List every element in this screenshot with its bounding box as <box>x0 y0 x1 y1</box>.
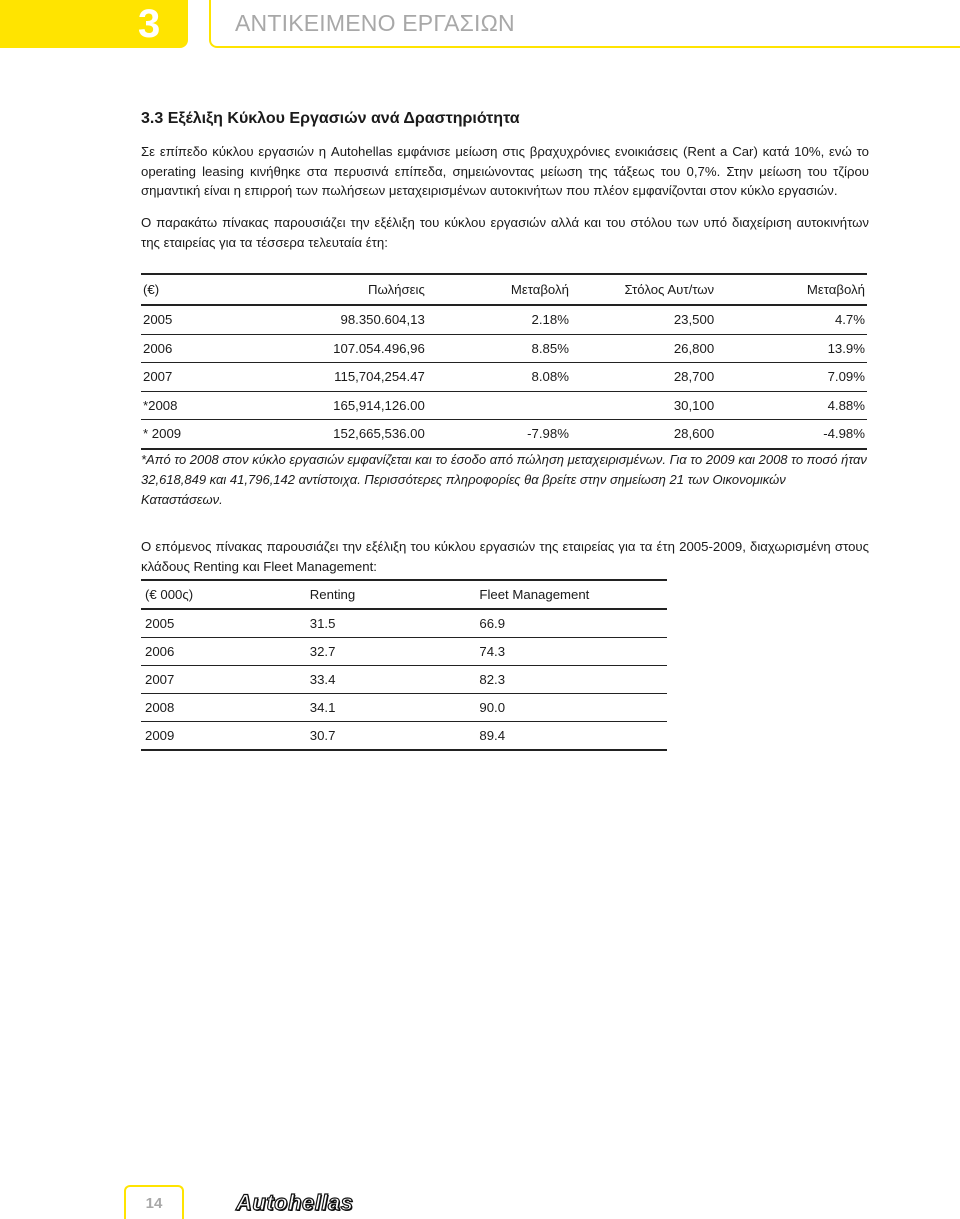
table-cell: 4.7% <box>716 305 867 334</box>
table-row <box>141 666 667 694</box>
chapter-title-box <box>209 0 960 48</box>
table-cell: 7.09% <box>716 363 867 392</box>
table-cell: 2006 <box>141 334 304 363</box>
table1-footnote: *Από το 2008 στον κύκλο εργασιών εμφανίζεται και το έσοδο από πώληση μεταχειρισμένων. Για το 2009 και 2008 το ποσό ήταν 32,618,849 και 41,796,142 αντίστοιχα. Περισσότερες πληροφορίες θα βρείτε στην σημείωση 21 των Οικονομικών Καταστάσεων. <box>141 452 867 507</box>
table-cell: 4.88% <box>716 391 867 420</box>
table-cell: *2008 <box>141 391 304 420</box>
table-row <box>141 609 667 638</box>
table1-intro-paragraph: Ο παρακάτω πίνακας παρουσιάζει την εξέλιξη του κύκλου εργασιών αλλά και του στόλου των υπό διαχείριση αυτοκινήτων της εταιρείας για τα τέσσερα τελευταία έτη: <box>141 215 869 250</box>
table2-intro-paragraph: Ο επόμενος πίνακας παρουσιάζει την εξέλιξη του κύκλου εργασιών της εταιρείας για τα έτη 2005-2009, διαχωρισμένη στους κλάδους Renting και Fleet Management: <box>141 539 869 574</box>
table-cell: 107.054.496,96 <box>304 334 427 363</box>
table-row <box>141 334 867 363</box>
column-header: Fleet Management <box>475 580 667 609</box>
sales-fleet-table <box>141 273 867 450</box>
column-header: (€ 000ς) <box>141 580 306 609</box>
renting-fleet-table <box>141 579 667 751</box>
table-cell: 82.3 <box>475 666 667 694</box>
table-cell: 2008 <box>141 694 306 722</box>
table-cell: 90.0 <box>475 694 667 722</box>
column-header: Μεταβολή <box>716 274 867 305</box>
table-cell: 152,665,536.00 <box>304 420 427 449</box>
table-cell: 2006 <box>141 638 306 666</box>
table-cell: 8.85% <box>427 334 571 363</box>
page-number-box <box>124 1185 184 1219</box>
table-cell: 32.7 <box>306 638 476 666</box>
chapter-title: ΑΝΤΙΚΕΙΜΕΝΟ ΕΡΓΑΣΙΩΝ <box>235 9 515 36</box>
table-cell: 2005 <box>141 305 304 334</box>
table-cell: 30,100 <box>571 391 716 420</box>
table-cell: 2009 <box>141 722 306 751</box>
column-header: Renting <box>306 580 476 609</box>
table-cell: * 2009 <box>141 420 304 449</box>
autohellas-logo: Autohellas <box>236 1190 354 1215</box>
table-cell: 33.4 <box>306 666 476 694</box>
table-cell: -4.98% <box>716 420 867 449</box>
table-cell <box>427 391 571 420</box>
table-cell: 34.1 <box>306 694 476 722</box>
table-row <box>141 391 867 420</box>
table-cell: 98.350.604,13 <box>304 305 427 334</box>
column-header: Μεταβολή <box>427 274 571 305</box>
intro-paragraph: Σε επίπεδο κύκλου εργασιών η Autohellas εμφάνισε μείωση στις βραχυχρόνιες ενοικιάσεις (Rent a Car) κατά 10%, ενώ το operating leasing κινήθηκε στα περυσινά επίπεδα, σημειώνοντας μείωση της τάξεως του 0,7%. Στην μείωση του τζίρου σημαντική είναι η επιρροή των πωλήσεων μεταχειρισμένων αυτοκινήτων που πλέον εμφανίζονται στον κύκλο εργασιών. <box>141 144 869 198</box>
table-cell: 2007 <box>141 666 306 694</box>
table-cell: 31.5 <box>306 609 476 638</box>
table-cell: 30.7 <box>306 722 476 751</box>
table-cell: 28,600 <box>571 420 716 449</box>
table-cell: 2007 <box>141 363 304 392</box>
column-header: Πωλήσεις <box>304 274 427 305</box>
table-row <box>141 722 667 751</box>
table-cell: 66.9 <box>475 609 667 638</box>
table-cell: 8.08% <box>427 363 571 392</box>
table-cell: 89.4 <box>475 722 667 751</box>
table-header-row <box>141 274 867 305</box>
table-row <box>141 638 667 666</box>
table-cell: 28,700 <box>571 363 716 392</box>
table-row <box>141 305 867 334</box>
table-row <box>141 420 867 449</box>
table-row <box>141 363 867 392</box>
table-row <box>141 694 667 722</box>
chapter-tab <box>0 0 188 48</box>
table-cell: 2.18% <box>427 305 571 334</box>
table-cell: -7.98% <box>427 420 571 449</box>
table-cell: 74.3 <box>475 638 667 666</box>
chapter-number: 3 <box>138 1 160 46</box>
page-number: 14 <box>145 1194 163 1212</box>
table-cell: 115,704,254.47 <box>304 363 427 392</box>
section-heading: 3.3 Εξέλιξη Κύκλου Εργασιών ανά Δραστηριότητα <box>141 110 520 127</box>
table-cell: 2005 <box>141 609 306 638</box>
table-cell: 26,800 <box>571 334 716 363</box>
column-header: Στόλος Αυτ/των <box>571 274 716 305</box>
table-cell: 165,914,126.00 <box>304 391 427 420</box>
table-cell: 23,500 <box>571 305 716 334</box>
table-header-row <box>141 580 667 609</box>
column-header: (€) <box>141 274 304 305</box>
table-cell: 13.9% <box>716 334 867 363</box>
